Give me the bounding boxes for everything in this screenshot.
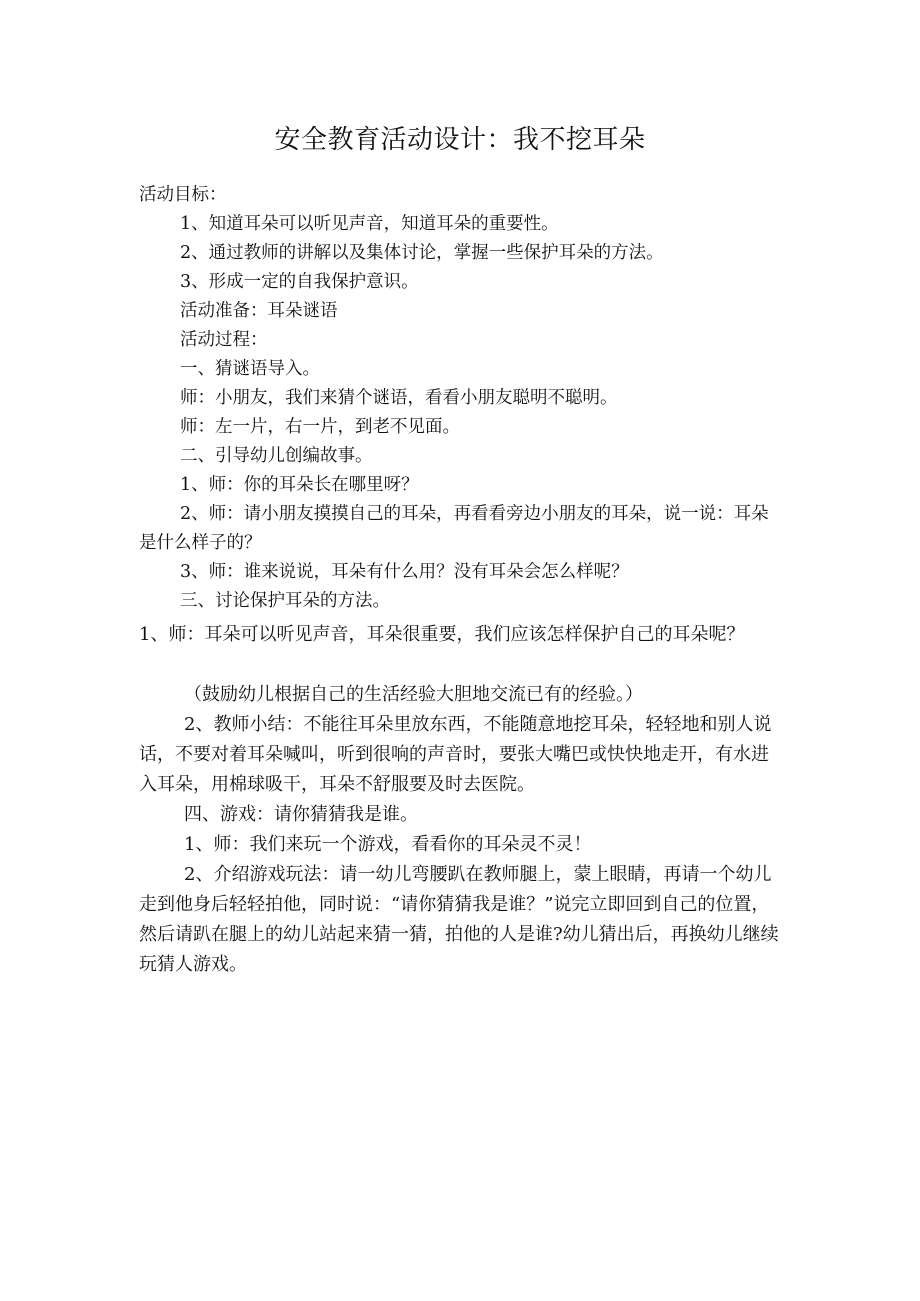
- preparation-line: 活动准备：耳朵谜语: [180, 301, 338, 321]
- goal-item-3: 3、形成一定的自我保护意识。: [180, 272, 419, 292]
- section4-heading: 四、游戏：请你猜猜我是谁。: [184, 804, 418, 825]
- goal-item-1: 1、知道耳朵可以听见声音，知道耳朵的重要性。: [180, 214, 559, 234]
- section3-item-2: 2、教师小结：不能往耳朵里放东西，不能随意地挖耳朵，轻轻地和别人说话，不要对着耳朵喊叫，听到很响的声音时，要张大嘴巴或快快地走开，有水进入耳朵，用棉球吸干，耳朵不舒服要及时去医院。: [139, 714, 772, 795]
- section3-heading: 三、讨论保护耳朵的方法。: [180, 591, 390, 611]
- section4-item-1: 1、师：我们来玩一个游戏，看看你的耳朵灵不灵！: [184, 834, 592, 855]
- section3-note: （鼓励幼儿根据自己的生活经验大胆地交流已有的经验。）: [184, 684, 643, 705]
- section1-heading: 一、猜谜语导入。: [180, 359, 320, 379]
- goal-item-2: 2、通过教师的讲解以及集体讨论，掌握一些保护耳朵的方法。: [180, 243, 664, 263]
- section2-item-3: 3、师：谁来说说，耳朵有什么用？没有耳朵会怎么样呢？: [180, 562, 629, 582]
- section2-item-1: 1、师：你的耳朵长在哪里呀？: [180, 475, 419, 495]
- section1-line-2: 师：左一片，右一片，到老不见面。: [180, 417, 460, 437]
- process-heading: 活动过程：: [180, 330, 268, 350]
- section1-line-1: 师：小朋友，我们来猜个谜语，看看小朋友聪明不聪明。: [180, 388, 618, 408]
- section2-heading: 二、引导幼儿创编故事。: [180, 446, 373, 466]
- section3-item-1: 1、师：耳朵可以听见声音，耳朵很重要，我们应该怎样保护自己的耳朵呢？: [139, 624, 745, 645]
- section2-item-2: 2、师：请小朋友摸摸自己的耳朵，再看看旁边小朋友的耳朵，说一说：耳朵是什么样子的？: [139, 504, 769, 553]
- section4-item-2: 2、介绍游戏玩法：请一幼儿弯腰趴在教师腿上，蒙上眼睛，再请一个幼儿走到他身后轻轻拍他，同时说：“请你猜猜我是谁？”说完立即回到自己的位置，然后请趴在腿上的幼儿站起来猜一猜，拍他的人是谁?幼儿猜出后，再换幼儿继续玩猜人游戏。: [139, 864, 779, 975]
- document-title: 安全教育活动设计：我不挖耳朵: [274, 125, 646, 155]
- goals-heading: 活动目标：: [139, 185, 227, 205]
